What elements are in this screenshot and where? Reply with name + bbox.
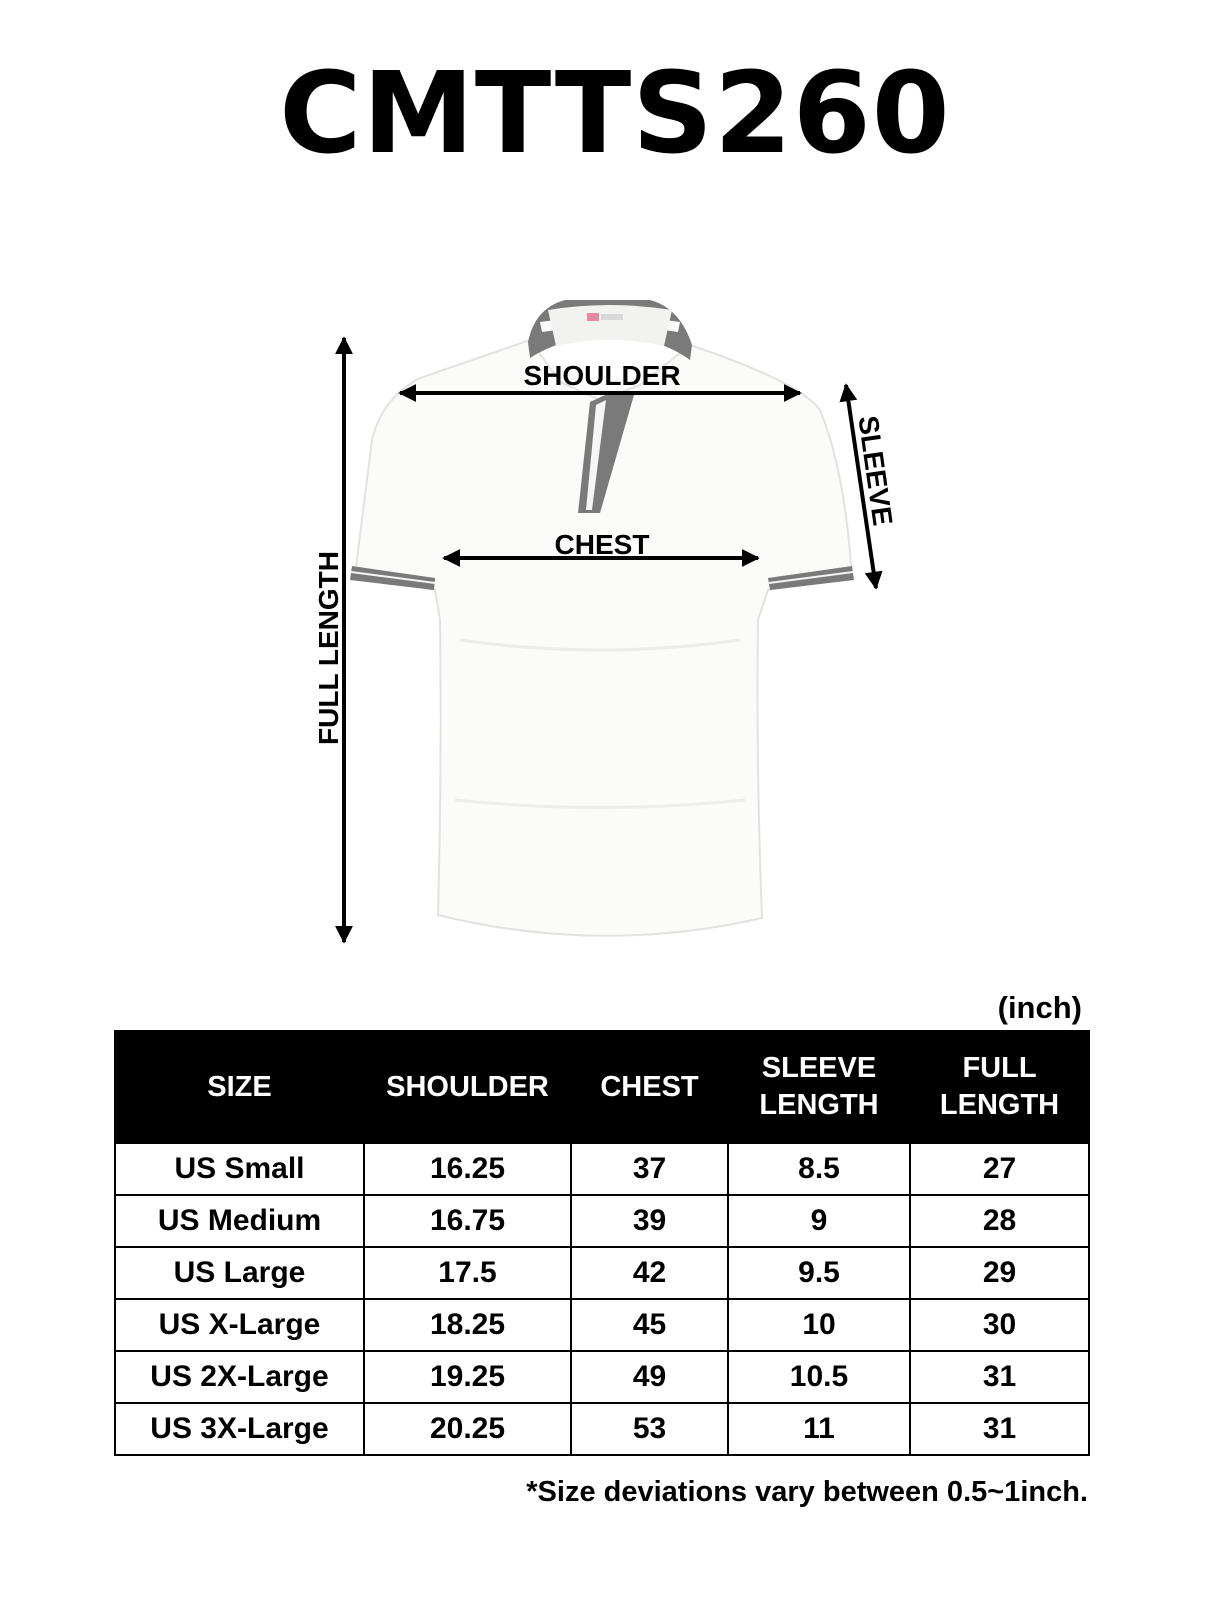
size-cell: US 3X-Large bbox=[115, 1403, 364, 1455]
size-cell: US 2X-Large bbox=[115, 1351, 364, 1403]
size-cell: US Small bbox=[115, 1143, 364, 1195]
full-length-cell: 27 bbox=[910, 1143, 1089, 1195]
full-length-cell: 31 bbox=[910, 1403, 1089, 1455]
sleeve-cell: 10.5 bbox=[728, 1351, 910, 1403]
full-length-cell: 30 bbox=[910, 1299, 1089, 1351]
table-row bbox=[115, 1299, 1089, 1351]
sleeve-label: SLEEVE bbox=[852, 413, 899, 528]
header-sleeve-line2: LENGTH bbox=[759, 1089, 879, 1121]
header-sleeve-line1: SLEEVE bbox=[761, 1052, 877, 1084]
shoulder-cell: 16.25 bbox=[364, 1143, 571, 1195]
header-chest: CHEST bbox=[571, 1031, 728, 1143]
chest-cell: 37 bbox=[571, 1143, 728, 1195]
chest-cell: 42 bbox=[571, 1247, 728, 1299]
full-length-label: FULL LENGTH bbox=[313, 551, 344, 745]
unit-label: (inch) bbox=[997, 990, 1082, 1025]
header-sleeve-length bbox=[728, 1031, 910, 1143]
full-length-cell: 29 bbox=[910, 1247, 1089, 1299]
sleeve-cell: 10 bbox=[728, 1299, 910, 1351]
shoulder-cell: 17.5 bbox=[364, 1247, 571, 1299]
header-full-line1: FULL bbox=[962, 1052, 1037, 1084]
sleeve-cell: 9.5 bbox=[728, 1247, 910, 1299]
full-length-cell: 28 bbox=[910, 1195, 1089, 1247]
polo-shirt-illustration bbox=[350, 300, 854, 936]
header-size: SIZE bbox=[115, 1031, 364, 1143]
shoulder-cell: 18.25 bbox=[364, 1299, 571, 1351]
size-cell: US X-Large bbox=[115, 1299, 364, 1351]
sleeve-cell: 11 bbox=[728, 1403, 910, 1455]
table-row bbox=[115, 1195, 1089, 1247]
product-code-title: CMTTS260 bbox=[279, 49, 951, 179]
chest-cell: 45 bbox=[571, 1299, 728, 1351]
table-header-row bbox=[115, 1031, 1089, 1143]
shoulder-cell: 20.25 bbox=[364, 1403, 571, 1455]
chest-label: CHEST bbox=[554, 529, 650, 560]
sleeve-cell: 8.5 bbox=[728, 1143, 910, 1195]
header-shoulder: SHOULDER bbox=[364, 1031, 571, 1143]
size-deviation-footnote: *Size deviations vary between 0.5~1inch. bbox=[526, 1476, 1088, 1508]
chest-cell: 39 bbox=[571, 1195, 728, 1247]
sleeve-cell: 9 bbox=[728, 1195, 910, 1247]
size-cell: US Large bbox=[115, 1247, 364, 1299]
header-full-length bbox=[910, 1031, 1089, 1143]
full-length-cell: 31 bbox=[910, 1351, 1089, 1403]
header-full-line2: LENGTH bbox=[939, 1089, 1060, 1121]
size-cell: US Medium bbox=[115, 1195, 364, 1247]
table-row bbox=[115, 1351, 1089, 1403]
chest-cell: 53 bbox=[571, 1403, 728, 1455]
table-row bbox=[115, 1403, 1089, 1455]
shoulder-cell: 19.25 bbox=[364, 1351, 571, 1403]
shoulder-label: SHOULDER bbox=[523, 360, 681, 391]
shoulder-cell: 16.75 bbox=[364, 1195, 571, 1247]
chest-cell: 49 bbox=[571, 1351, 728, 1403]
size-chart-table bbox=[114, 1030, 1090, 1456]
table-row bbox=[115, 1247, 1089, 1299]
table-row bbox=[115, 1143, 1089, 1195]
